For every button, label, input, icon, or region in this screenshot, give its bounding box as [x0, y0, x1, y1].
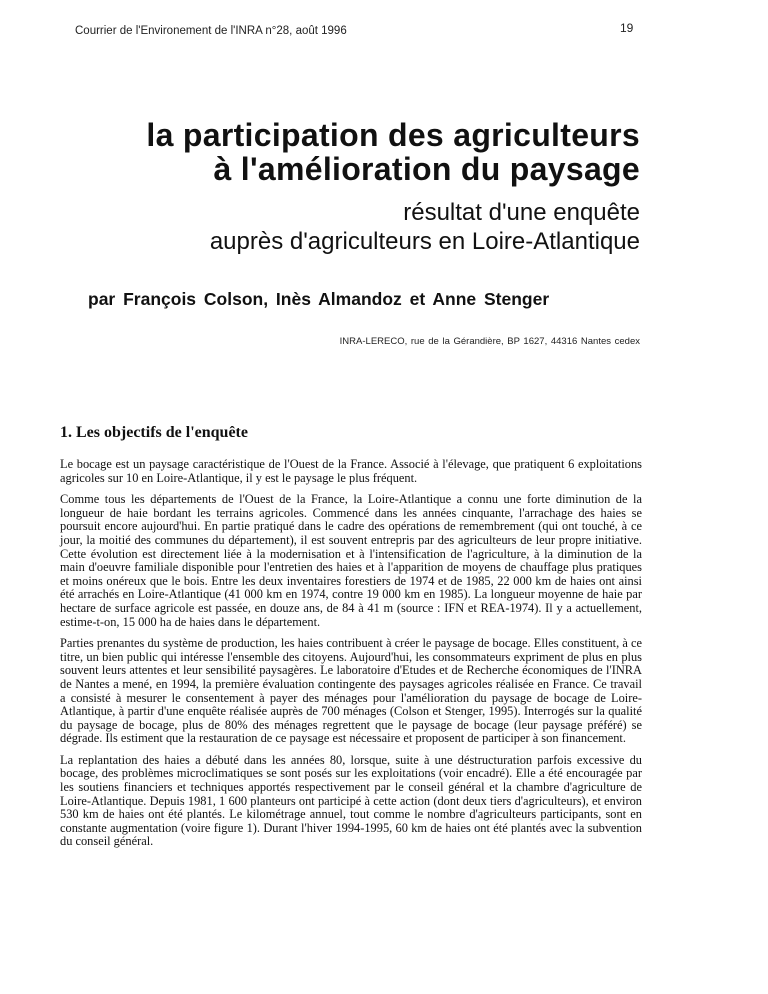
- paragraph: Parties prenantes du système de production, les haies contribuent à créer le paysage de bocage. Elles constituent, à ce titre, un bien public qui intéresse l'ensemble des citoyens. Aujourd'hui, les consommateurs expriment de plus en plus souvent leurs attentes et leur sensibilité paysagères. Le laboratoire d'Etudes et de Recherche économiques de l'INRA de Nantes a mené, en 1994, la première évaluation contingente des paysages agricoles réalisée en France. Ce travail a consisté à mesurer le consentement à payer des ménages pour l'amélioration du paysage de bocage de Loire-Atlantique, à partir d'une enquête réalisée auprès de 700 ménages (Colson et Stenger, 1995). Interrogés sur la qualité du paysage de bocage, plus de 80% des ménages regrettent que le paysage de bocage (leur paysage préféré) se dégrade. Ils estiment que la restauration de ce paysage est nécessaire et proposent de participer à son financement.: [60, 636, 642, 746]
- body-text: [60, 458, 642, 857]
- running-header: Courrier de l'Environement de l'INRA n°28, août 1996: [75, 25, 347, 37]
- section-heading: 1. Les objectifs de l'enquête: [60, 424, 248, 441]
- title-line-1: la participation des agriculteurs: [146, 117, 640, 153]
- affiliation: INRA-LERECO, rue de la Gérandière, BP 1627, 44316 Nantes cedex: [339, 336, 640, 347]
- title-line-2: à l'amélioration du paysage: [213, 151, 640, 187]
- author-line: par François Colson, Inès Almandoz et Anne Stenger: [88, 289, 550, 309]
- subtitle-line-1: résultat d'une enquête: [403, 199, 640, 226]
- paragraph: Comme tous les départements de l'Ouest de la France, la Loire-Atlantique a connu une forte diminution de la longueur de haie bordant les terrains agricoles. Commencé dans les années cinquante, l'arrachage des haies se poursuit encore aujourd'hui. En partie pratiqué dans le cadre des opérations de remembrement (qui ont touché, à ce jour, la moitié des communes du département), il est souvent entrepris par des agriculteurs de leur propre initiative. Cette évolution est directement liée à la modernisation et à l'intensification de l'agriculture, à la diminution de la main d'oeuvre familiale disponible pour l'entretien des haies et à l'apparition de moyens de chauffage plus pratiques et moins onéreux que le bois. Entre les deux inventaires forestiers de 1974 et de 1985, 22 000 km de haies ont ainsi été arrachés en Loire-Atlantique (41 000 km en 1974, contre 19 000 km en 1985). La longueur moyenne de haie par hectare de surface agricole est passée, en douze ans, de 84 à 41 m (source : IFN et REA-1974). Il y a actuellement, estime-t-on, 15 000 ha de haies dans le département.: [60, 492, 642, 629]
- subtitle-line-2: auprès d'agriculteurs en Loire-Atlantique: [209, 228, 640, 255]
- paragraph: Le bocage est un paysage caractéristique de l'Ouest de la France. Associé à l'élevage, que pratiquent 6 exploitations agricoles sur 10 en Loire-Atlantique, il y est le paysage le plus fréquent.: [60, 457, 642, 485]
- paragraph: La replantation des haies a débuté dans les années 80, lorsque, suite à une déstructuration parfois excessive du bocage, des problèmes microclimatiques se sont posés sur les exploitations (voir encadré). Elle a été encouragée par les soutiens financiers et techniques apportés respectivement par le conseil général et la chambre d'agriculture de Loire-Atlantique. Depuis 1981, 1 600 planteurs ont participé à cette action (dont deux tiers d'agriculteurs), et environ 530 km de haies ont été plantés. Le kilométrage annuel, tout comme le nombre d'agriculteurs participants, sont en constante augmentation (voire figure 1). Durant l'hiver 1994-1995, 60 km de haies ont été plantés avec la subvention du conseil général.: [60, 752, 642, 849]
- article-subtitle: [210, 198, 640, 256]
- page-number: 19: [620, 21, 634, 35]
- article-title: [146, 118, 640, 186]
